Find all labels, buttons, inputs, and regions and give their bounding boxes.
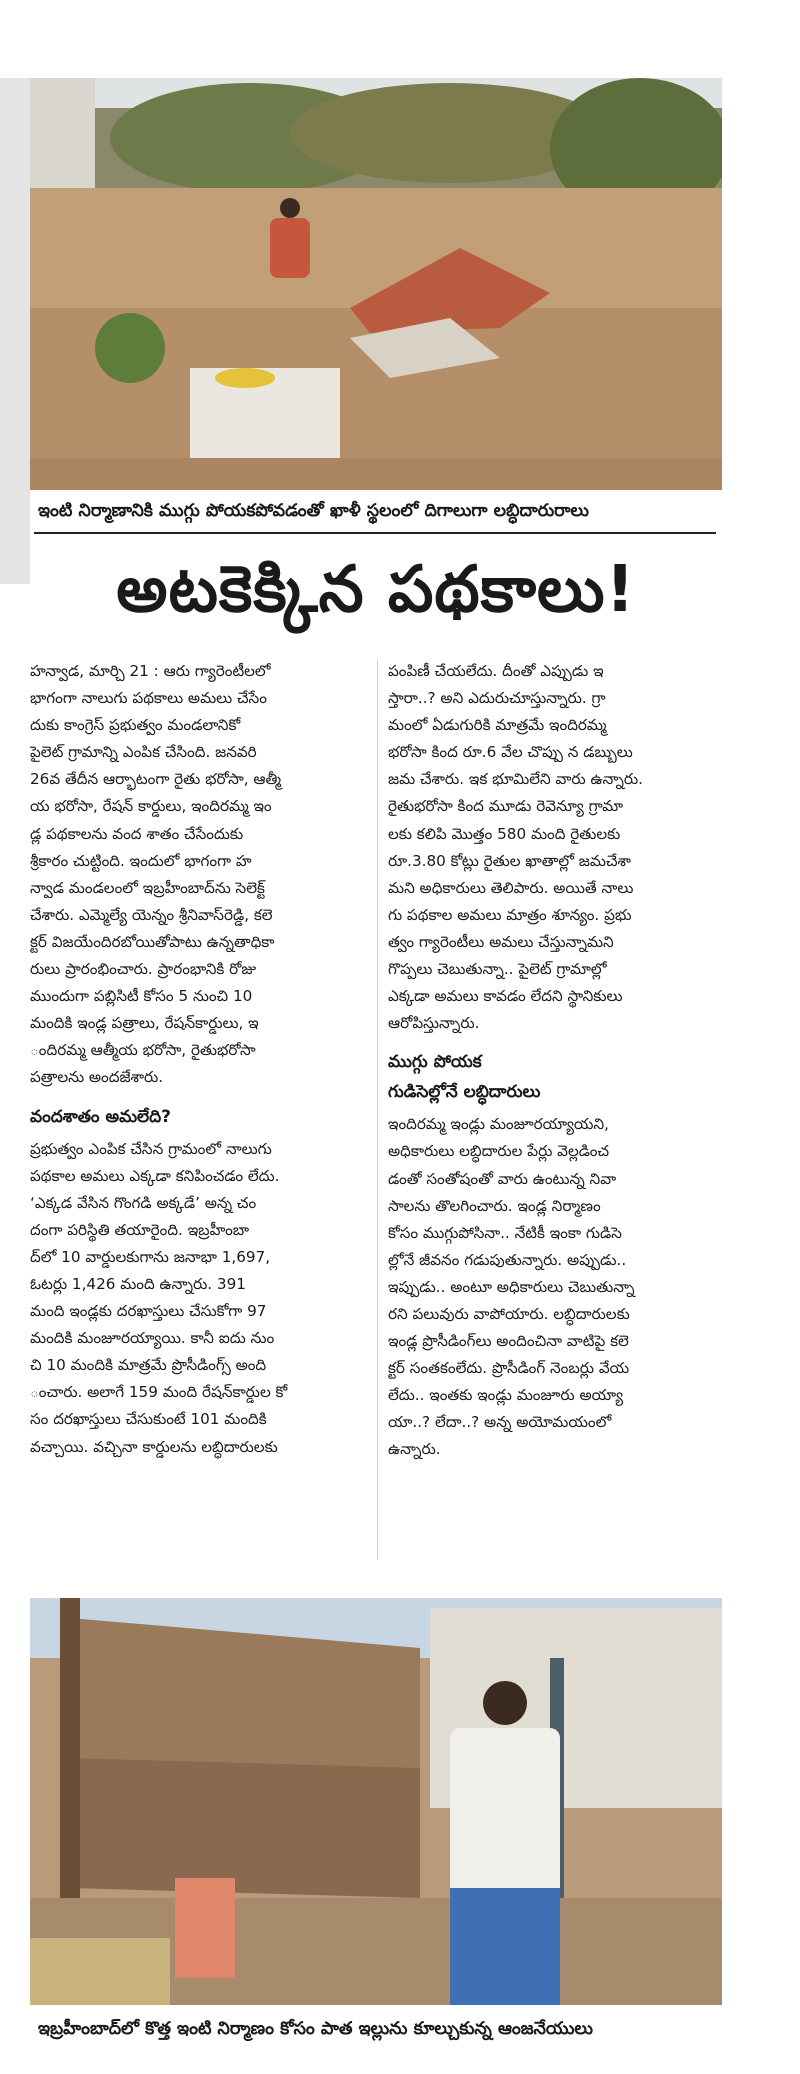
text-line: కోసం ముగ్గుపోసినా.. నేటికీ ఇంకా గుడిసె xyxy=(388,1223,622,1242)
text-line: ందిరమ్మ ఆత్మీయ భరోసా, రైతుభరోసా xyxy=(30,1041,256,1060)
text-line: య భరోసా, రేషన్ కార్డులు, ఇందిరమ్మ ఇం xyxy=(30,797,272,816)
headline: అటకెక్కిన పథకాలు! xyxy=(116,553,636,627)
text-line: లకు కలిపి మొత్తం 580 మంది రైతులకు xyxy=(388,824,621,843)
text-line: లేదు.. ఇంతకు ఇండ్లు మంజూరు అయ్యా xyxy=(388,1386,624,1405)
text-line: రూ.3.80 కోట్లు రైతుల ఖాతాల్లో జమచేశా xyxy=(388,851,631,870)
text-line: ‘ఎక్కడ వేసిన గొంగడి అక్కడే’ అన్న చం xyxy=(30,1193,257,1212)
text-line: గు పథకాల అమలు మాత్రం శూన్యం. ప్రభు xyxy=(388,905,632,924)
text-line: మంది ఇండ్లకు దరఖాస్తులు చేసుకోగా 97 xyxy=(30,1302,267,1321)
text-line: పంపిణీ చేయలేదు. దీంతో ఎప్పుడు ఇ xyxy=(388,662,604,680)
text-line: ల్లోనే జీవనం గడుపుతున్నారు. అప్పుడు.. xyxy=(388,1250,627,1269)
text-line: శ్రీకారం చుట్టింది. ఇందులో భాగంగా హ xyxy=(30,851,252,870)
text-line: ఎక్కడా అమలు కావడం లేదని స్థానికులు xyxy=(388,987,623,1006)
article-paragraph xyxy=(388,658,722,1037)
text-line: దుకు కాంగ్రెస్ ప్రభుత్వం మండలానికో xyxy=(30,716,241,735)
subheading: వందశాతం అమలేది? xyxy=(30,1106,171,1127)
article-paragraph xyxy=(388,1111,722,1463)
text-line: మందికి మంజూరయ్యాయి. కానీ ఐదు నుం xyxy=(30,1329,275,1348)
text-line: వచ్చాయి. వచ్చినా కార్డులను లబ్ధిదారులకు xyxy=(30,1437,278,1456)
text-line: స్తారా..? అని ఎదురుచూస్తున్నారు. గ్రా xyxy=(388,689,606,708)
text-line: భరోసా కింద రూ.6 వేల చొప్పు న డబ్బులు xyxy=(388,743,633,762)
subheading: ముగ్గు పోయక xyxy=(388,1052,482,1073)
column-divider xyxy=(377,660,378,1560)
photo-caption-bottom: ఇబ్రహీంబాద్‌లో కొత్త ఇంటి నిర్మాణం కోసం పాత ఇల్లును కూల్చుకున్న ఆంజనేయులు xyxy=(38,2019,593,2039)
text-line: అధికారులు లబ్ధిదారుల పేర్లు వెల్లడించ xyxy=(388,1142,609,1161)
text-line: ఇందిరమ్మ ఇండ్లు మంజూరయ్యాయని, xyxy=(388,1115,609,1134)
photo-empty-plot xyxy=(30,78,722,490)
text-line: డంతో సంతోషంతో వారు ఉంటున్న నివా xyxy=(388,1169,617,1188)
text-line: క్టర్ విజయేందిరబోయితోపాటు ఉన్నతాధికా xyxy=(30,932,275,951)
text-line: చి 10 మందికి మాత్రమే ప్రొసీడింగ్స్ అంది xyxy=(30,1356,267,1375)
photo-demolished-house xyxy=(30,1598,722,2005)
text-line: సం దరఖాస్తులు చేసుకుంటే 101 మందికి xyxy=(30,1410,267,1429)
text-line: మంలో ఏడుగురికి మాత్రమే ఇందిరమ్మ xyxy=(388,716,607,735)
article-paragraph xyxy=(30,1136,366,1461)
text-line: పైలెట్ గ్రామాన్ని ఎంపిక చేసింది. జనవరి xyxy=(30,743,257,762)
text-line: దంగా పరిస్థితి తయారైంది. ఇబ్రహీంబా xyxy=(30,1220,250,1239)
left-margin-strip xyxy=(0,78,30,584)
text-line: ద్‌లో 10 వార్డులకుగాను జనాభా 1,697, xyxy=(30,1247,271,1266)
article-column-right xyxy=(388,658,722,1464)
text-line: ప్రభుత్వం ఎంపిక చేసిన గ్రామంలో నాలుగు xyxy=(30,1139,272,1158)
text-line: ఓటర్లు 1,426 మంది ఉన్నారు. 391 xyxy=(30,1274,246,1293)
text-line: సాలను తొలగించారు. ఇండ్ల నిర్మాణం xyxy=(388,1196,601,1215)
caption-divider xyxy=(34,532,716,534)
text-line: పథకాల అమలు ఎక్కడా కనిపించడం లేదు. xyxy=(30,1166,280,1185)
text-line: ంచారు. అలాగే 159 మంది రేషన్‌కార్డుల కో xyxy=(30,1383,288,1402)
text-line: ఆరోపిస్తున్నారు. xyxy=(388,1014,480,1033)
subheading: గుడిసెల్లోనే లబ్ధిదారులు xyxy=(388,1082,541,1103)
text-line: 26వ తేదీన ఆర్భాటంగా రైతు భరోసా, ఆత్మీ xyxy=(30,770,282,789)
text-line: యా..? లేదా..? అన్న అయోమయంలో xyxy=(388,1413,612,1432)
text-line: మని అధికారులు తెలిపారు. అయితే నాలు xyxy=(388,878,634,897)
text-line: హన్వాడ, మార్చి 21 : ఆరు గ్యారెంటీలలో xyxy=(30,662,271,680)
text-line: జమ చేశారు. ఇక భూమిలేని వారు ఉన్నారు. xyxy=(388,770,644,789)
text-line: క్టర్ సంతకంలేదు. ప్రొసీడింగ్ నెంబర్లు వేయ xyxy=(388,1359,630,1378)
text-line: రని పలువురు వాపోయారు. లబ్ధిదారులకు xyxy=(388,1304,630,1323)
photo-caption-top: ఇంటి నిర్మాణానికి ముగ్గు పోయకపోవడంతో ఖాళీ స్థలంలో దిగాలుగా లబ్ధిదారురాలు xyxy=(38,501,589,521)
text-line: గొప్పలు చెబుతున్నా.. పైలెట్ గ్రామాల్లో xyxy=(388,960,607,979)
text-line: న్వాడ మండలంలో ఇబ్రహీంబాద్‌ను సెలెక్ట్ xyxy=(30,878,265,897)
text-line: ఇండ్ల ప్రొసీడింగ్‌లు అందించినా వాటిపై కలె xyxy=(388,1332,629,1351)
article-paragraph xyxy=(30,658,366,1092)
text-line: డ్ల పథకాలను వంద శాతం చేసేందుకు xyxy=(30,824,244,843)
text-line: ముందుగా పబ్లిసిటీ కోసం 5 నుంచి 10 xyxy=(30,987,253,1006)
text-line: భాగంగా నాలుగు పథకాలు అమలు చేసేం xyxy=(30,689,267,708)
article-column-left xyxy=(30,658,366,1461)
text-line: రైతుభరోసా కింద మూడు రెవెన్యూ గ్రామా xyxy=(388,797,624,816)
text-line: మందికి ఇండ్ల పత్రాలు, రేషన్‌కార్డులు, ఇ xyxy=(30,1014,259,1033)
text-line: ఉన్నారు. xyxy=(388,1440,441,1459)
text-line: త్వం గ్యారెంటీలు అమలు చేస్తున్నామని xyxy=(388,932,614,951)
text-line: పత్రాలను అందజేశారు. xyxy=(30,1068,164,1087)
text-line: చేశారు. ఎమ్మెల్యే యెన్నం శ్రీనివాస్‌రెడ్డి, కలె xyxy=(30,905,273,924)
text-line: ఇప్పుడు.. అంటూ అధికారులు చెబుతున్నా xyxy=(388,1277,635,1296)
text-line: రులు ప్రారంభించారు. ప్రారంభానికి రోజు xyxy=(30,960,257,979)
